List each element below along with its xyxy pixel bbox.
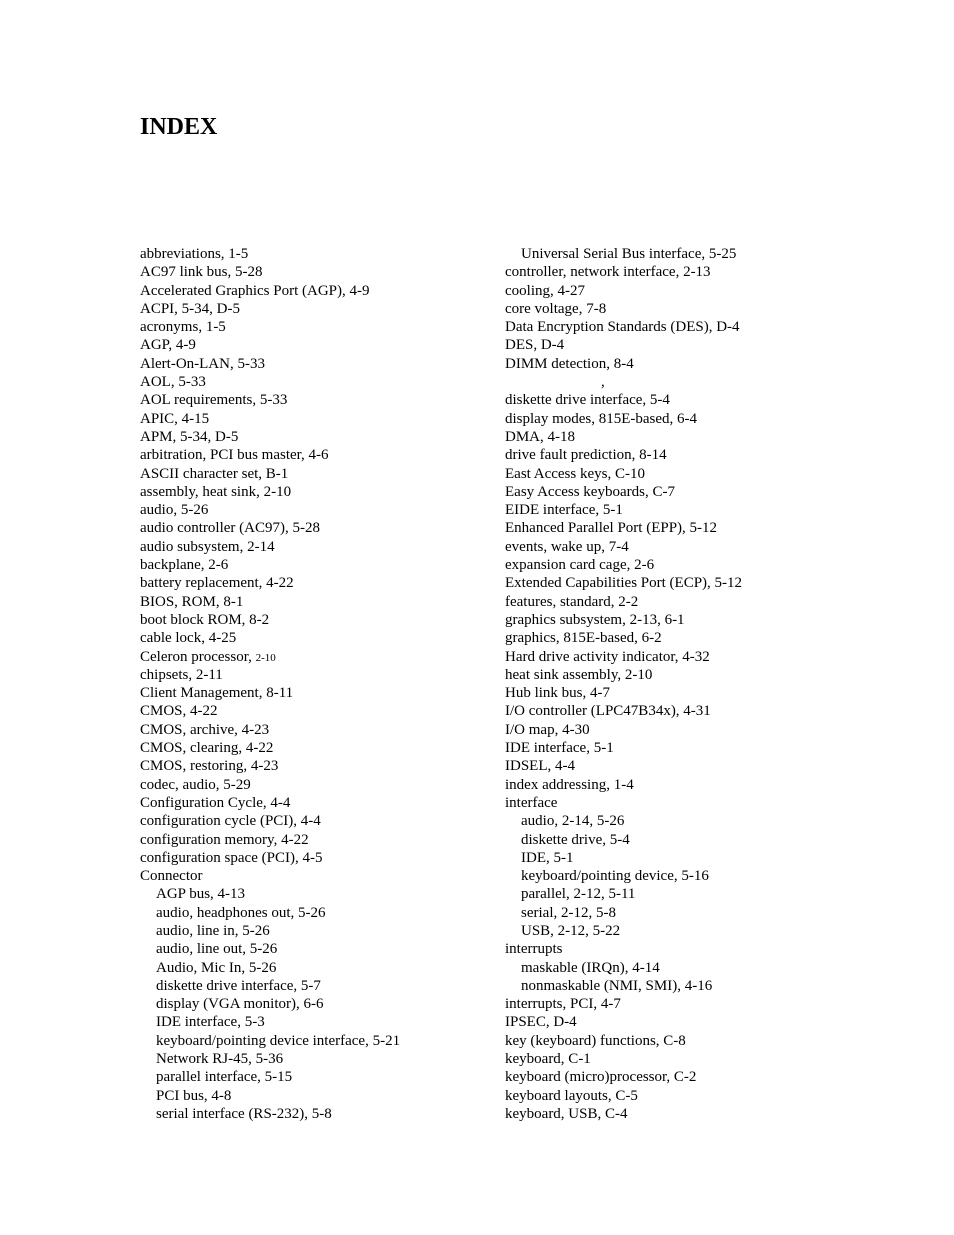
index-entry bbox=[505, 776, 835, 794]
index-entry-text: PCI bus, 4-8 bbox=[156, 1087, 232, 1104]
index-entry bbox=[505, 336, 835, 354]
index-entry-text: AOL requirements, 5-33 bbox=[140, 392, 288, 409]
index-entry bbox=[140, 446, 480, 464]
index-entry bbox=[505, 446, 835, 464]
index-entry-text: Data Encryption Standards (DES), D-4 bbox=[505, 319, 740, 336]
index-entry bbox=[505, 666, 835, 684]
index-entry bbox=[140, 593, 480, 611]
index-entry-text: parallel, 2-12, 5-11 bbox=[521, 886, 636, 903]
index-entry-text: codec, audio, 5-29 bbox=[140, 776, 251, 793]
index-entry-text: Hub link bus, 4-7 bbox=[505, 685, 610, 702]
index-entry bbox=[505, 739, 835, 757]
index-subentry bbox=[140, 1068, 480, 1086]
index-subentry bbox=[505, 812, 835, 830]
index-entry-text: APIC, 4-15 bbox=[140, 410, 210, 427]
index-entry bbox=[140, 867, 480, 885]
index-entry bbox=[140, 611, 480, 629]
index-entry bbox=[140, 355, 480, 373]
index-subentry bbox=[140, 977, 480, 995]
index-entry-text: Client Management, 8-11 bbox=[140, 685, 294, 702]
index-subentry bbox=[505, 922, 835, 940]
index-entry bbox=[140, 300, 480, 318]
index-entry-text: core voltage, 7-8 bbox=[505, 300, 607, 317]
index-entry bbox=[140, 483, 480, 501]
index-entry-text: battery replacement, 4-22 bbox=[140, 575, 294, 592]
page-title: INDEX bbox=[140, 114, 218, 140]
index-entry bbox=[140, 574, 480, 592]
index-entry-text: configuration memory, 4-22 bbox=[140, 831, 309, 848]
index-entry bbox=[505, 1105, 835, 1123]
index-entry-text: I/O map, 4-30 bbox=[505, 721, 590, 738]
index-entry bbox=[140, 684, 480, 702]
index-entry-text: audio subsystem, 2-14 bbox=[140, 538, 275, 555]
index-entry-text: Accelerated Graphics Port (AGP), 4-9 bbox=[140, 282, 370, 299]
index-entry bbox=[505, 684, 835, 702]
index-entry-text: AGP, 4-9 bbox=[140, 337, 196, 354]
index-entry-text: configuration space (PCI), 4-5 bbox=[140, 849, 323, 866]
index-entry-text: diskette drive, 5-4 bbox=[521, 831, 630, 848]
index-column-left bbox=[140, 245, 480, 1123]
index-entry-text: IDE, 5-1 bbox=[521, 849, 574, 866]
index-entry-text: audio, line out, 5-26 bbox=[156, 941, 278, 958]
index-entry-text: controller, network interface, 2-13 bbox=[505, 264, 711, 281]
index-subentry bbox=[140, 959, 480, 977]
index-entry-text: graphics subsystem, 2-13, 6-1 bbox=[505, 611, 685, 628]
index-entry-text: cooling, 4-27 bbox=[505, 282, 585, 299]
index-entry bbox=[505, 391, 835, 409]
index-entry bbox=[505, 593, 835, 611]
index-entry-text: keyboard, C-1 bbox=[505, 1051, 591, 1068]
index-entry-text: audio controller (AC97), 5-28 bbox=[140, 520, 320, 537]
index-entry-text: index addressing, 1-4 bbox=[505, 776, 634, 793]
index-entry bbox=[140, 336, 480, 354]
index-entry bbox=[140, 556, 480, 574]
index-entry-text: IDE interface, 5-3 bbox=[156, 1014, 265, 1031]
index-entry-text: Easy Access keyboards, C-7 bbox=[505, 483, 675, 500]
index-entry-text: Network RJ-45, 5-36 bbox=[156, 1051, 284, 1068]
index-entry bbox=[505, 611, 835, 629]
index-entry-text: EIDE interface, 5-1 bbox=[505, 502, 623, 519]
index-entry-text: ACPI, 5-34, D-5 bbox=[140, 300, 240, 317]
index-entry bbox=[140, 648, 480, 666]
index-entry-text: configuration cycle (PCI), 4-4 bbox=[140, 813, 321, 830]
index-entry-text: backplane, 2-6 bbox=[140, 557, 229, 574]
index-entry-text: Audio, Mic In, 5-26 bbox=[156, 959, 277, 976]
index-entry-text: serial interface (RS-232), 5-8 bbox=[156, 1105, 332, 1122]
index-subentry bbox=[505, 977, 835, 995]
index-subentry bbox=[140, 1105, 480, 1123]
index-entry-text: Universal Serial Bus interface, 5-25 bbox=[521, 246, 737, 262]
index-entry bbox=[140, 263, 480, 281]
index-entry bbox=[140, 702, 480, 720]
index-entry-page-ref: 2-10 bbox=[255, 651, 276, 664]
index-entry-text: IDE interface, 5-1 bbox=[505, 740, 614, 757]
index-subentry bbox=[505, 831, 835, 849]
index-entry-text: audio, 5-26 bbox=[140, 502, 209, 519]
index-entry-text: parallel interface, 5-15 bbox=[156, 1069, 293, 1086]
index-entry-text: DMA, 4-18 bbox=[505, 428, 575, 445]
index-entry-text: CMOS, archive, 4-23 bbox=[140, 721, 270, 738]
index-subentry bbox=[505, 885, 835, 903]
index-entry-text: key (keyboard) functions, C-8 bbox=[505, 1032, 686, 1049]
index-entry-text: USB, 2-12, 5-22 bbox=[521, 922, 621, 939]
index-entry-text: expansion card cage, 2-6 bbox=[505, 557, 655, 574]
index-entry-text: DES, D-4 bbox=[505, 337, 565, 354]
index-subentry bbox=[140, 940, 480, 958]
index-entry bbox=[140, 373, 480, 391]
index-subentry bbox=[140, 885, 480, 903]
index-entry-text: keyboard/pointing device interface, 5-21 bbox=[156, 1032, 401, 1049]
index-entry bbox=[505, 465, 835, 483]
index-entry bbox=[140, 812, 480, 830]
index-entry-text: assembly, heat sink, 2-10 bbox=[140, 483, 292, 500]
index-entry-text: Enhanced Parallel Port (EPP), 5-12 bbox=[505, 520, 718, 537]
index-entry-text: East Access keys, C-10 bbox=[505, 465, 645, 482]
index-entry-text: features, standard, 2-2 bbox=[505, 593, 639, 610]
index-subentry bbox=[505, 904, 835, 922]
index-entry-text: keyboard/pointing device, 5-16 bbox=[521, 868, 709, 885]
index-entry-text: audio, headphones out, 5-26 bbox=[156, 904, 326, 921]
index-entry-text: boot block ROM, 8-2 bbox=[140, 611, 270, 628]
index-entry bbox=[505, 757, 835, 775]
index-entry bbox=[140, 666, 480, 684]
index-entry-text: keyboard (micro)processor, C-2 bbox=[505, 1069, 697, 1086]
index-entry-text: audio, line in, 5-26 bbox=[156, 922, 270, 939]
index-entry bbox=[505, 501, 835, 519]
index-entry bbox=[505, 300, 835, 318]
index-entry-text: CMOS, clearing, 4-22 bbox=[140, 740, 274, 757]
index-entry-text: Extended Capabilities Port (ECP), 5-12 bbox=[505, 575, 743, 592]
index-entry bbox=[505, 1032, 835, 1050]
index-column-right bbox=[505, 245, 835, 1123]
index-entry bbox=[505, 428, 835, 446]
index-entry bbox=[505, 574, 835, 592]
index-entry bbox=[140, 831, 480, 849]
index-entry-text: IPSEC, D-4 bbox=[505, 1014, 577, 1031]
index-entry bbox=[505, 940, 835, 958]
index-entry bbox=[505, 318, 835, 336]
index-entry bbox=[140, 391, 480, 409]
index-entry bbox=[140, 465, 480, 483]
index-entry bbox=[505, 519, 835, 537]
index-subentry bbox=[505, 849, 835, 867]
index-entry bbox=[505, 373, 835, 391]
index-entry-text: drive fault prediction, 8-14 bbox=[505, 447, 667, 464]
index-entry-text: DIMM detection, 8-4 bbox=[505, 355, 634, 372]
index-subentry bbox=[505, 959, 835, 977]
index-entry bbox=[140, 538, 480, 556]
index-entry-text: arbitration, PCI bus master, 4-6 bbox=[140, 447, 329, 464]
index-entry-text: ASCII character set, B-1 bbox=[140, 465, 289, 482]
index-entry bbox=[140, 721, 480, 739]
index-entry-text: Hard drive activity indicator, 4-32 bbox=[505, 648, 710, 665]
index-entry-text: keyboard layouts, C-5 bbox=[505, 1087, 638, 1104]
index-subentry bbox=[140, 1032, 480, 1050]
index-subentry bbox=[505, 867, 835, 885]
index-entry-text: interrupts, PCI, 4-7 bbox=[505, 996, 621, 1013]
index-subentry bbox=[140, 1050, 480, 1068]
index-entry-text: graphics, 815E-based, 6-2 bbox=[505, 630, 662, 647]
index-entry bbox=[505, 538, 835, 556]
index-entry-text: Configuration Cycle, 4-4 bbox=[140, 794, 291, 811]
index-entry bbox=[140, 629, 480, 647]
index-entry bbox=[140, 757, 480, 775]
index-subentry bbox=[140, 1013, 480, 1031]
index-entry-text: Celeron processor, bbox=[140, 648, 256, 665]
index-entry-text: interrupts bbox=[505, 941, 563, 958]
index-subentry bbox=[140, 904, 480, 922]
index-entry bbox=[505, 483, 835, 501]
index-entry-text: audio, 2-14, 5-26 bbox=[521, 813, 625, 830]
index-entry-text: AOL, 5-33 bbox=[140, 374, 206, 391]
index-entry-text: events, wake up, 7-4 bbox=[505, 538, 629, 555]
index-entry-text: keyboard, USB, C-4 bbox=[505, 1105, 628, 1122]
index-entry-text: Alert-On-LAN, 5-33 bbox=[140, 355, 265, 372]
index-entry-text: abbreviations, 1-5 bbox=[140, 246, 249, 262]
index-entry bbox=[140, 739, 480, 757]
index-subentry bbox=[505, 245, 835, 263]
index-entry bbox=[505, 556, 835, 574]
index-entry-text: acronyms, 1-5 bbox=[140, 319, 226, 336]
index-entry-text: AC97 link bus, 5-28 bbox=[140, 264, 263, 281]
index-entry bbox=[505, 410, 835, 428]
index-entry bbox=[140, 776, 480, 794]
index-entry bbox=[140, 428, 480, 446]
index-entry-text: diskette drive interface, 5-7 bbox=[156, 977, 321, 994]
index-entry bbox=[140, 794, 480, 812]
index-entry bbox=[140, 410, 480, 428]
index-entry bbox=[505, 355, 835, 373]
index-entry-text: display modes, 815E-based, 6-4 bbox=[505, 410, 698, 427]
index-entry-text: BIOS, ROM, 8-1 bbox=[140, 593, 244, 610]
index-entry-text: AGP bus, 4-13 bbox=[156, 886, 246, 903]
index-entry bbox=[505, 1013, 835, 1031]
index-subentry bbox=[140, 1087, 480, 1105]
index-subentry bbox=[140, 995, 480, 1013]
index-entry-text: display (VGA monitor), 6-6 bbox=[156, 996, 324, 1013]
index-entry bbox=[505, 629, 835, 647]
index-entry-text: maskable (IRQn), 4-14 bbox=[521, 959, 660, 976]
index-entry bbox=[140, 519, 480, 537]
index-entry-text: nonmaskable (NMI, SMI), 4-16 bbox=[521, 977, 713, 994]
index-entry-text: APM, 5-34, D-5 bbox=[140, 428, 239, 445]
index-entry-text: cable lock, 4-25 bbox=[140, 630, 237, 647]
index-entry-text: heat sink assembly, 2-10 bbox=[505, 666, 653, 683]
index-entry-text: interface bbox=[505, 794, 558, 811]
index-entry bbox=[140, 318, 480, 336]
index-subentry bbox=[140, 922, 480, 940]
index-entry bbox=[140, 245, 480, 263]
index-entry-text: chipsets, 2-11 bbox=[140, 666, 223, 683]
index-entry-text: serial, 2-12, 5-8 bbox=[521, 904, 616, 921]
index-entry bbox=[505, 995, 835, 1013]
index-entry-text: CMOS, 4-22 bbox=[140, 703, 218, 720]
index-entry bbox=[505, 702, 835, 720]
index-entry bbox=[505, 1050, 835, 1068]
index-entry bbox=[505, 721, 835, 739]
index-entry bbox=[505, 648, 835, 666]
index-entry-text: Connector bbox=[140, 868, 203, 885]
index-entry bbox=[505, 282, 835, 300]
index-entry-text: CMOS, restoring, 4-23 bbox=[140, 758, 279, 775]
index-entry bbox=[140, 282, 480, 300]
index-entry-text: , bbox=[601, 374, 605, 391]
index-entry bbox=[140, 501, 480, 519]
index-entry-text: I/O controller (LPC47B34x), 4-31 bbox=[505, 703, 711, 720]
index-entry bbox=[505, 1087, 835, 1105]
index-entry bbox=[505, 263, 835, 281]
index-entry-text: IDSEL, 4-4 bbox=[505, 758, 575, 775]
index-entry bbox=[505, 1068, 835, 1086]
index-entry bbox=[140, 849, 480, 867]
index-entry bbox=[505, 794, 835, 812]
index-entry-text: diskette drive interface, 5-4 bbox=[505, 392, 670, 409]
